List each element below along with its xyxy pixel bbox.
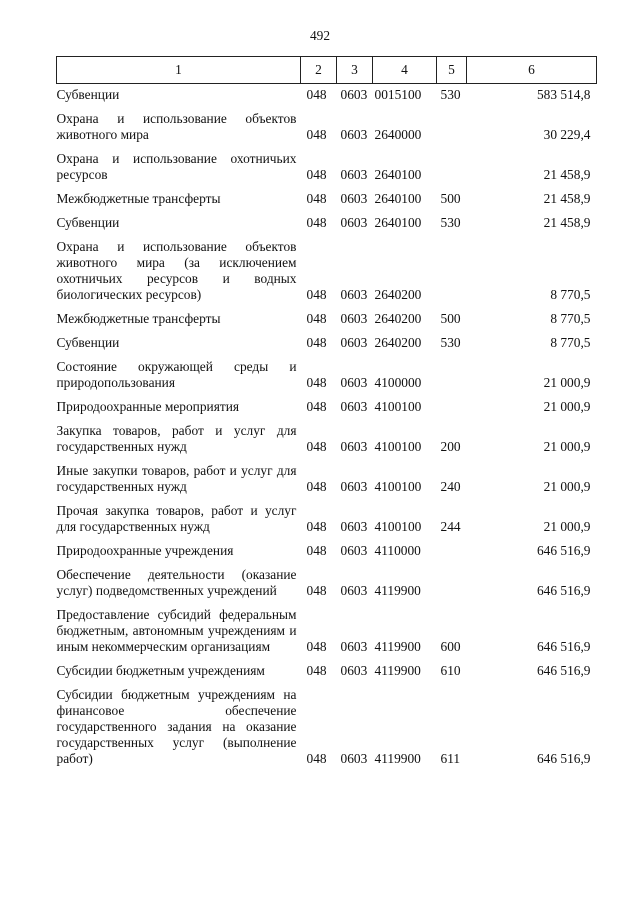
row-col-2: 048	[306, 335, 327, 350]
table-row	[57, 231, 597, 303]
row-col-4: 4100100	[374, 399, 422, 414]
row-col-3: 0603	[340, 375, 368, 390]
row-col-4: 4119900	[374, 639, 421, 654]
row-col-4: 2640100	[374, 167, 422, 182]
row-col-2: 048	[306, 167, 327, 182]
row-col-2: 048	[306, 127, 327, 142]
row-amount: 646 516,9	[536, 639, 591, 654]
row-col-4: 4100000	[374, 375, 422, 390]
row-col-2: 048	[306, 479, 327, 494]
header-row	[57, 57, 597, 84]
table-row	[57, 391, 597, 415]
row-col-4: 4110000	[374, 543, 421, 558]
row-col-3: 0603	[340, 543, 368, 558]
row-col-4: 2640100	[374, 191, 422, 206]
row-col-4: 2640100	[374, 215, 422, 230]
table-row	[57, 84, 597, 104]
table-row	[57, 655, 597, 679]
row-col-5	[437, 391, 467, 415]
row-col-3: 0603	[340, 663, 368, 678]
row-col-3: 0603	[340, 439, 368, 454]
row-col-3: 0603	[340, 287, 368, 302]
row-col-4: 4100100	[374, 519, 422, 534]
row-name: Субвенции	[56, 87, 120, 102]
header-col-3: 3	[337, 57, 373, 84]
row-amount: 21 000,9	[543, 439, 591, 454]
row-name: Предоставление субсидий федеральным бюджетным, автономным учреждениям и иным некоммерческим организациям	[56, 607, 297, 654]
table-row	[57, 351, 597, 391]
table-row	[57, 559, 597, 599]
row-col-2: 048	[306, 287, 327, 302]
row-amount: 21 458,9	[543, 191, 591, 206]
row-amount: 21 000,9	[543, 399, 591, 414]
row-amount: 21 000,9	[543, 479, 591, 494]
row-col-5: 530	[440, 87, 461, 102]
row-col-4: 4119900	[374, 663, 421, 678]
row-col-2: 048	[306, 311, 327, 326]
row-amount: 646 516,9	[536, 543, 591, 558]
row-col-2: 048	[306, 751, 327, 766]
table-row	[57, 679, 597, 767]
table-header	[57, 57, 597, 84]
table-row	[57, 535, 597, 559]
row-col-2: 048	[306, 519, 327, 534]
row-amount: 583 514,8	[536, 87, 591, 102]
row-col-5	[437, 143, 467, 183]
row-col-2: 048	[306, 639, 327, 654]
table-row	[57, 327, 597, 351]
row-col-5: 240	[440, 479, 461, 494]
row-amount: 8 770,5	[550, 311, 591, 326]
row-col-3: 0603	[340, 639, 368, 654]
row-col-3: 0603	[340, 399, 368, 414]
row-amount: 21 458,9	[543, 167, 591, 182]
row-col-5	[437, 103, 467, 143]
row-name: Межбюджетные трансферты	[56, 311, 221, 326]
row-col-5: 610	[440, 663, 461, 678]
row-col-2: 048	[306, 663, 327, 678]
table-row	[57, 599, 597, 655]
row-amount: 646 516,9	[536, 663, 591, 678]
row-col-3: 0603	[340, 215, 368, 230]
row-amount: 21 458,9	[543, 215, 591, 230]
row-col-5	[437, 231, 467, 303]
row-name: Природоохранные мероприятия	[56, 399, 240, 414]
row-col-3: 0603	[340, 87, 368, 102]
row-name: Охрана и использование объектов животного мира (за исключением охотничьих ресурсов и водных биологических ресурсов)	[56, 239, 297, 302]
header-col-2: 2	[301, 57, 337, 84]
row-col-4: 2640200	[374, 311, 422, 326]
table-row	[57, 103, 597, 143]
row-col-5: 600	[440, 639, 461, 654]
row-col-4: 4119900	[374, 583, 421, 598]
row-name: Охрана и использование охотничьих ресурсов	[56, 151, 297, 182]
row-col-5: 530	[440, 215, 461, 230]
row-col-2: 048	[306, 543, 327, 558]
row-col-5	[437, 351, 467, 391]
row-col-2: 048	[306, 399, 327, 414]
row-col-5: 530	[440, 335, 461, 350]
row-col-3: 0603	[340, 583, 368, 598]
table-row	[57, 207, 597, 231]
row-name: Иные закупки товаров, работ и услуг для государственных нужд	[56, 463, 297, 494]
row-col-5: 200	[440, 439, 461, 454]
row-name: Субвенции	[56, 335, 120, 350]
row-col-3: 0603	[340, 191, 368, 206]
table-row	[57, 183, 597, 207]
row-amount: 8 770,5	[550, 287, 591, 302]
row-name: Субсидии бюджетным учреждениям на финансовое обеспечение государственного задания на оказание государственных услуг (выполнение работ)	[56, 687, 297, 766]
row-col-3: 0603	[340, 335, 368, 350]
page-number: 492	[309, 28, 331, 43]
row-name: Состояние окружающей среды и природопользования	[56, 359, 297, 390]
row-col-2: 048	[306, 583, 327, 598]
row-col-3: 0603	[340, 127, 368, 142]
table-row	[57, 495, 597, 535]
row-col-3: 0603	[340, 751, 368, 766]
row-name: Охрана и использование объектов животного мира	[56, 111, 297, 142]
row-col-5	[437, 535, 467, 559]
row-amount: 8 770,5	[550, 335, 591, 350]
row-col-4: 0015100	[374, 87, 422, 102]
row-amount: 646 516,9	[536, 751, 591, 766]
row-col-2: 048	[306, 375, 327, 390]
header-col-6: 6	[467, 57, 597, 84]
row-amount: 21 000,9	[543, 519, 591, 534]
row-col-4: 2640200	[374, 335, 422, 350]
row-col-4: 4100100	[374, 439, 422, 454]
row-col-5: 244	[440, 519, 461, 534]
row-name: Субвенции	[56, 215, 120, 230]
row-col-2: 048	[306, 87, 327, 102]
header-col-1: 1	[57, 57, 301, 84]
header-col-4: 4	[373, 57, 437, 84]
row-name: Субсидии бюджетным учреждениям	[56, 663, 265, 678]
row-amount: 30 229,4	[543, 127, 591, 142]
row-col-3: 0603	[340, 479, 368, 494]
table-row	[57, 303, 597, 327]
row-col-4: 2640200	[374, 287, 422, 302]
row-name: Межбюджетные трансферты	[56, 191, 221, 206]
row-col-3: 0603	[340, 167, 368, 182]
row-name: Закупка товаров, работ и услуг для государственных нужд	[56, 423, 297, 454]
table-row	[57, 143, 597, 183]
header-col-5: 5	[437, 57, 467, 84]
row-col-4: 4119900	[374, 751, 421, 766]
row-col-2: 048	[306, 191, 327, 206]
row-col-3: 0603	[340, 519, 368, 534]
row-col-2: 048	[306, 439, 327, 454]
budget-table	[56, 56, 597, 767]
row-col-4: 4100100	[374, 479, 422, 494]
row-name: Обеспечение деятельности (оказание услуг) подведомственных учреждений	[56, 567, 297, 598]
row-col-3: 0603	[340, 311, 368, 326]
row-col-5: 611	[440, 751, 461, 766]
row-col-5: 500	[440, 311, 461, 326]
row-col-5	[437, 559, 467, 599]
row-col-5: 500	[440, 191, 461, 206]
row-name: Прочая закупка товаров, работ и услуг для государственных нужд	[56, 503, 297, 534]
table-body	[57, 84, 597, 768]
row-col-2: 048	[306, 215, 327, 230]
table-row	[57, 455, 597, 495]
row-amount: 646 516,9	[536, 583, 591, 598]
table-row	[57, 415, 597, 455]
row-amount: 21 000,9	[543, 375, 591, 390]
row-col-4: 2640000	[374, 127, 422, 142]
row-name: Природоохранные учреждения	[56, 543, 234, 558]
